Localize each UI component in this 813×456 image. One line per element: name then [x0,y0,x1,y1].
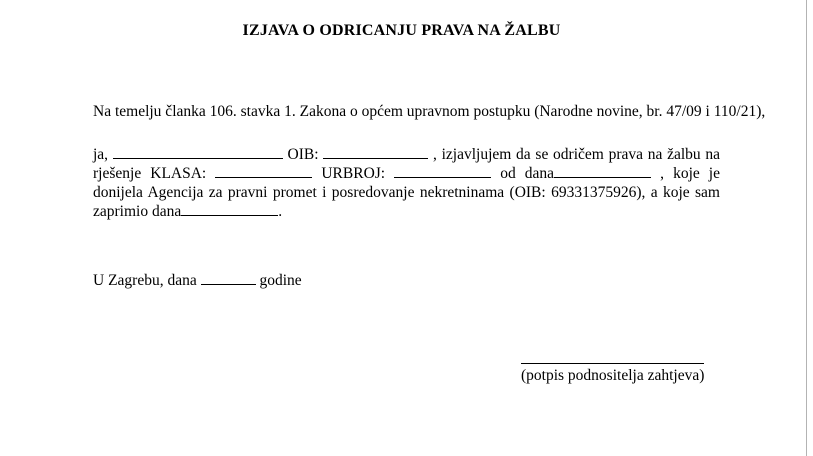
fill-in-blank[interactable] [554,164,651,178]
fill-in-blank[interactable] [323,145,428,159]
text-segment: . [278,203,283,220]
text-segment: URBROJ: [312,165,395,182]
signature-line [521,354,704,364]
text-segment: godine [255,272,302,289]
statement-paragraph [93,145,720,221]
signature-block [521,354,704,385]
text-segment: U Zagrebu, dana [93,272,201,289]
text-segment: , koje je donijela Agencija za pravni promet i posredovanje nekretninama (OIB: 69331375926), a koje sam zaprimio dana [93,165,720,220]
fill-in-blank[interactable] [215,164,312,178]
intro-paragraph: Na temelju članka 106. stavka 1. Zakona o općem upravnom postupku (Narodne novine, br. 47/09 i 110/21), [93,103,766,120]
place-date-line [93,271,302,290]
fill-in-blank[interactable] [181,202,278,216]
page-right-edge [806,0,807,456]
fill-in-blank[interactable] [201,271,256,285]
signature-label: (potpis podnositelja zahtjeva) [521,367,705,384]
text-segment: OIB: [282,146,324,163]
fill-in-blank[interactable] [113,145,283,159]
fill-in-blank[interactable] [394,164,491,178]
text-segment: ja, [93,146,113,163]
text-segment: od dana [491,165,555,182]
document-title: IZJAVA O ODRICANJU PRAVA NA ŽALBU [242,22,561,39]
text-segment: , izjavljujem da se odričem prava na žalbu na rješenje KLASA: [93,146,721,182]
